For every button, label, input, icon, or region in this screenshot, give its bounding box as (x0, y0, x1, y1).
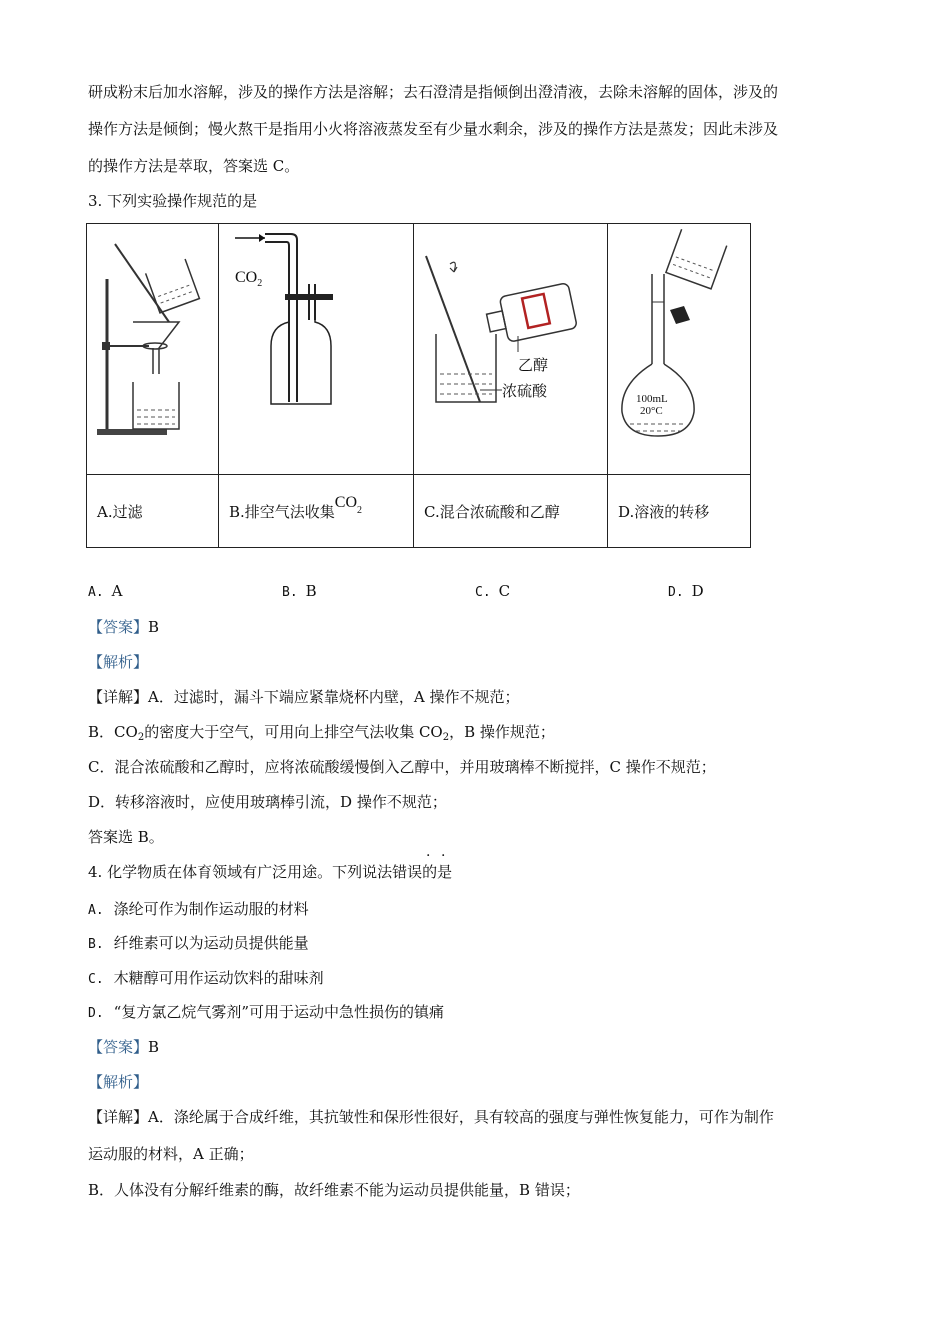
detail-a-text: A．过滤时，漏斗下端应紧靠烧杯内壁，A 操作不规范； (148, 688, 520, 706)
analysis-tag: 【解析】 (88, 1073, 149, 1091)
caption-b-gas: CO (334, 493, 358, 511)
detail-b-sub-2: 2 (442, 732, 450, 743)
q4-option-d[interactable] (88, 1002, 444, 1024)
q3-detail-c: C．混合浓硫酸和乙醇时，应将浓硫酸缓慢倒入乙醇中，并用玻璃棒不断搅拌，C 操作不规范； (88, 758, 716, 776)
q4-stem: 4. 化学物质在体育领域有广泛用途。下列说法错误的是 (88, 863, 453, 881)
option-text: B (305, 582, 317, 600)
option-text: “复方氯乙烷气雾剂”可用于运动中急性损伤的镇痛 (113, 1003, 444, 1021)
flask-volume-label: 100mL (636, 393, 668, 405)
volumetric-flask-figure (608, 224, 750, 470)
q3-figure-table (86, 223, 751, 548)
option-text: 木糖醇可用作运动饮料的甜味剂 (113, 969, 324, 987)
detail-a1-text: A．涤纶属于合成纤维，其抗皱性和保形性很好，具有较高的强度与弹性恢复能力，可作为制作 (148, 1108, 774, 1126)
paragraph-line-2: 操作方法是倾倒；慢火熬干是指用小火将溶液蒸发至有少量水剩余，涉及的操作方法是蒸发；因此未涉及 (88, 120, 779, 138)
q3-answer (88, 617, 159, 637)
option-letter: B. (282, 585, 298, 600)
ethanol-label: 乙醇 (518, 356, 549, 374)
caption-b (219, 475, 414, 548)
q3-analysis-heading (88, 652, 148, 672)
flask-temp-label: 20°C (640, 405, 663, 417)
option-text: C (498, 582, 511, 600)
figure-cell-a (87, 224, 219, 475)
option-letter: D. (668, 585, 684, 600)
caption-b-text: B.排空气法收集 (229, 502, 335, 521)
figure-cell-b (219, 224, 414, 475)
gas-collection-bottle-figure (219, 224, 413, 470)
q4-detail-a-line1 (88, 1107, 774, 1127)
q4-option-b[interactable] (88, 933, 309, 955)
option-text: 涤纶可作为制作运动服的材料 (113, 900, 309, 918)
q3-stem: 3. 下列实验操作规范的是 (88, 192, 258, 210)
caption-c (414, 475, 608, 548)
option-letter: A. (88, 585, 104, 600)
answer-value: B (148, 1038, 160, 1056)
caption-a-text: A.过滤 (97, 502, 143, 521)
caption-d (608, 475, 751, 548)
q4-option-a[interactable] (88, 899, 309, 921)
option-text: 纤维素可以为运动员提供能量 (113, 934, 309, 952)
answer-tag: 【答案】 (88, 1038, 149, 1056)
option-letter: D. (88, 1006, 104, 1021)
detail-b-sub-1: 2 (137, 732, 145, 743)
q4-option-c[interactable] (88, 968, 324, 990)
q3-option-b[interactable] (282, 582, 317, 600)
conc-sulfuric-label: 浓硫酸 (502, 382, 548, 400)
filtration-apparatus-figure (87, 224, 218, 470)
option-text: D (691, 582, 704, 600)
q3-option-a[interactable] (88, 582, 123, 600)
figure-cell-d (608, 224, 751, 475)
svg-text:CO2 (235, 269, 262, 289)
option-letter: B. (88, 937, 104, 952)
detail-b-pre: B．CO (88, 723, 138, 741)
detail-tag: 【详解】 (88, 1108, 149, 1126)
answer-value: B (148, 618, 160, 636)
detail-b-mid: 的密度大于空气，可用向上排空气法收集 CO (144, 723, 443, 741)
co2-inlet-label: CO (235, 269, 258, 286)
answer-tag: 【答案】 (88, 618, 149, 636)
analysis-tag: 【解析】 (88, 653, 149, 671)
q3-detail-d: D．转移溶液时，应使用玻璃棒引流，D 操作不规范； (88, 793, 447, 811)
detail-b-post: ，B 操作规范； (449, 723, 555, 741)
q4-detail-b: B．人体没有分解纤维素的酶，故纤维素不能为运动员提供能量，B 错误； (88, 1181, 580, 1199)
q4-analysis-heading (88, 1072, 148, 1092)
figure-cell-c (414, 224, 608, 475)
q3-detail-b (88, 722, 555, 748)
co2-inlet-sub: 2 (257, 278, 263, 289)
mixing-acid-figure (414, 224, 607, 470)
caption-d-text: D.溶液的转移 (618, 502, 710, 521)
q4-detail-a-line2: 运动服的材料，A 正确； (88, 1145, 254, 1163)
q3-option-c[interactable] (475, 582, 510, 600)
q4-answer (88, 1037, 159, 1057)
q3-option-d[interactable] (668, 582, 704, 600)
caption-b-gas-sub: 2 (357, 504, 363, 516)
detail-tag: 【详解】 (88, 688, 149, 706)
option-letter: C. (88, 972, 104, 987)
paragraph-line-3: 的操作方法是萃取，答案选 C。 (88, 157, 300, 175)
q3-conclusion: 答案选 B。 (88, 828, 164, 846)
q3-detail-a (88, 687, 519, 707)
emphasis-dot: · (426, 848, 431, 864)
emphasis-dot: · (441, 848, 446, 864)
option-letter: C. (475, 585, 491, 600)
paragraph-line-1: 研成粉末后加水溶解，涉及的操作方法是溶解；去石澄清是指倾倒出澄清液，去除未溶解的固体，涉及的 (88, 83, 779, 101)
caption-c-text: C.混合浓硫酸和乙醇 (424, 502, 560, 521)
option-text: A (111, 582, 123, 600)
option-letter: A. (88, 903, 104, 918)
caption-a (87, 475, 219, 548)
